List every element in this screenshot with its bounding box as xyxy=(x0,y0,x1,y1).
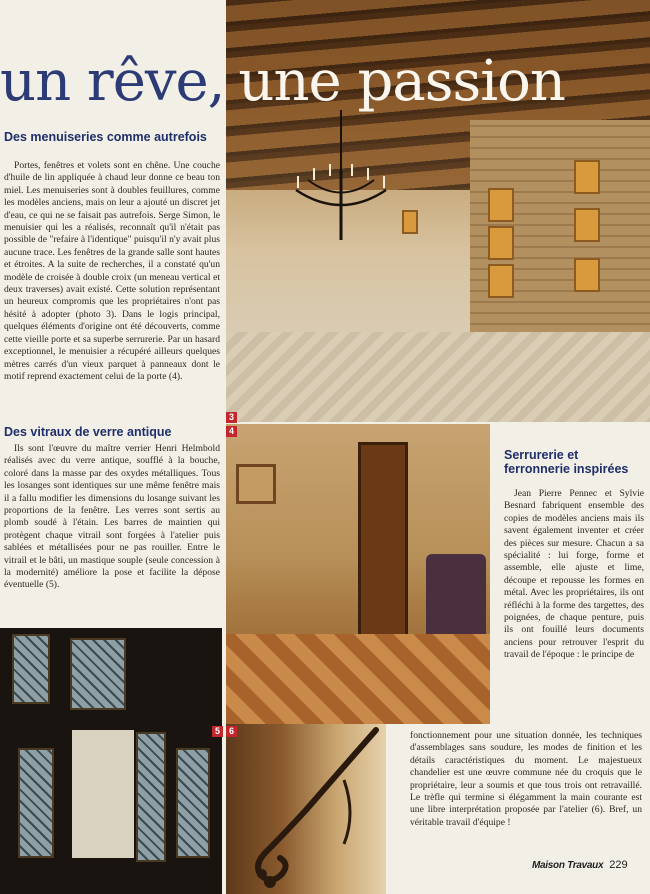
window-pane xyxy=(136,732,166,862)
tiled-floor xyxy=(226,332,650,422)
photo-handrail xyxy=(226,724,386,894)
paragraph: Jean Pierre Pennec et Sylvie Besnard fabriquent ensemble des copies de modèles anciens mais ils savent également inventer et créer des pièces sur mesure. Chacun a sa spécialité : lui forge, forme et assemble, elle ajuste et lime, découpe et repousse les formes en métal. Avec les propriétaires, ils ont réfléchi à la forme des targettes, des poignées, de chaque penture, puis ils ont fouillé leurs documents anciens pour retrouver l'esprit du travail de l'époque : le principe de xyxy=(504,488,644,661)
parquet-floor xyxy=(226,634,490,724)
section-title-serrurerie: Serrurerie et ferronnerie inspirées xyxy=(504,448,629,476)
shutter xyxy=(402,210,418,234)
page-number: 229 xyxy=(609,859,628,871)
handrail-illustration xyxy=(226,724,386,894)
page-footer xyxy=(532,857,642,873)
photo-door-parquet xyxy=(226,424,490,724)
headline-part1: un rêve, xyxy=(0,49,225,114)
section-text-serrurerie-column xyxy=(504,488,644,662)
paragraph: Ils sont l'œuvre du maître verrier Henri Helmbold réalisés avec du verre antique, soufflé à la bouche, coloré dans la masse par des oxydes métalliques. Tous les losanges sont identiques sur une même fenêtre mais il a fallu modifier les dimensions du losange suivant les proportions de la fenêtre. Les verres sont sertis au plomb soudé à l'étain. Les barres de maintien qui protègent chaque vitrail sont forgées à l'atelier puis sablées et métallisées pour ne pas rouiller. Entre le vitrail et le bâti, un mastique souple (seule concession à la modernité) améliore la pose et facilite la dépose éventuelle (5). xyxy=(4,443,220,591)
shutter xyxy=(574,160,600,194)
shutter xyxy=(488,264,514,298)
section-text-serrurerie-wide xyxy=(410,730,642,829)
window-pane xyxy=(176,748,210,858)
shutter xyxy=(488,188,514,222)
magazine-name: Maison Travaux xyxy=(532,860,604,871)
shutter xyxy=(488,226,514,260)
photo-number-5: 5 xyxy=(212,726,223,737)
photo-number-6: 6 xyxy=(226,726,237,737)
old-door xyxy=(358,442,408,660)
chandelier-illustration xyxy=(286,110,396,250)
photo-number-3: 3 xyxy=(226,412,237,423)
framed-picture xyxy=(236,464,276,504)
window-pane xyxy=(70,638,126,710)
window-pane xyxy=(18,748,54,858)
section-title-menuiseries: Des menuiseries comme autrefois xyxy=(4,130,207,144)
paragraph: Portes, fenêtres et volets sont en chêne. Une couche d'huile de lin appliquée à chaud leur donne ce beau ton miel. Les menuiseries sont à doubles feuillures, comme les modèles anciens, mais on leur a ajouté un discret jet d'eau, ce qui ne se faisait pas autrefois. Serge Simon, le menuisier qui les a réalisés, reconnaît qu'il n'était pas possible de "refaire à l'identique" puisqu'il n'y avait plus aucune trace. Les fenêtres de la grande salle sont hautes et étroites. A la suite de recherches, il a constaté qu'un modèle de croisée à double croix (un meneau vertical et deux traverses) avait existé. Cette solution représentant un heureux compromis que les propriétaires n'ont pas hésité à adopter (photo 3). Dans le logis principal, quelques éléments d'origine ont été découverts, comme cette vieille porte et sa superbe serrurerie. Par un hasard exceptionnel, le menuisier a récupéré ailleurs quelques mètres carrés d'un vieux parquet à panneaux dont le motif reprend exactement celui de la porte (4). xyxy=(4,160,220,382)
headline xyxy=(0,49,650,114)
section-text-vitraux xyxy=(4,443,220,592)
window-pane xyxy=(12,634,50,704)
headline-part2: une passion xyxy=(238,49,565,114)
shutter xyxy=(574,208,600,242)
shutter xyxy=(574,258,600,292)
section-title-vitraux: Des vitraux de verre antique xyxy=(4,425,172,439)
photo-number-4: 4 xyxy=(226,426,237,437)
section-text-menuiseries xyxy=(4,160,220,383)
photo-stained-glass xyxy=(0,628,222,894)
open-casement xyxy=(72,730,134,858)
paragraph: fonctionnement pour une situation donnée, les techniques d'assemblages sans soudure, les modes de finition et les détails caractéristiques du moment. Le majestueux chandelier est une œuvre commune née du croquis que le propriétaire, leur a soumis et que tous trois ont retravaillé. Le trèfle qui termine si élégamment la main courante est une libre interprétation proposée par l'atelier (6). Bref, un véritable travail d'équipe ! xyxy=(410,730,642,828)
